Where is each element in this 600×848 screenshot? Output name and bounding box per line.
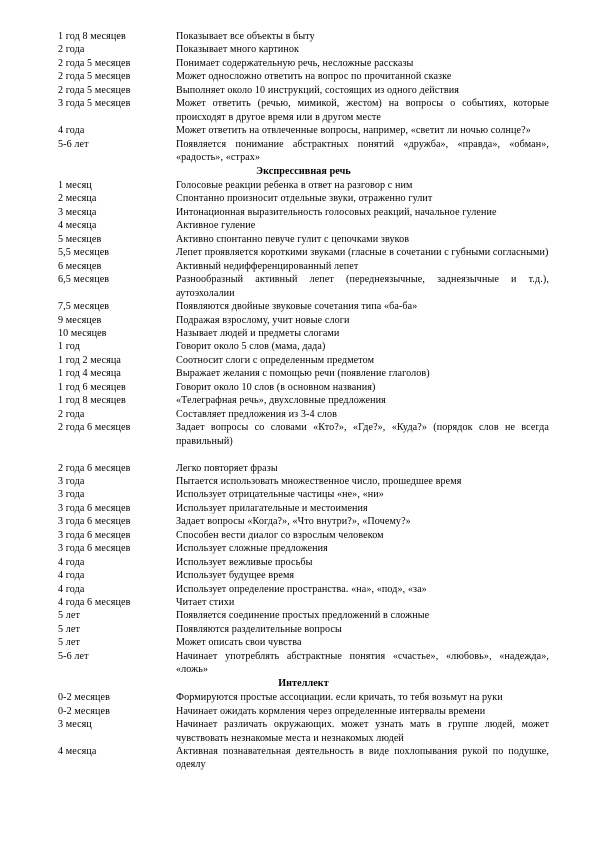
- age-cell: 1 год 6 месяцев: [58, 381, 126, 393]
- description-cell: Активное гуление: [176, 220, 256, 232]
- description-cell: Начинает различать окружающих. может узнать мать в группе людей, может чувствовать незнакомые места и незнакомых людей: [176, 719, 549, 744]
- table-row: [58, 124, 549, 137]
- age-cell: 0-2 месяцев: [58, 705, 110, 717]
- age-cell: 2 года 5 месяцев: [58, 57, 131, 69]
- age-cell: 3 года 6 месяцев: [58, 502, 131, 514]
- age-cell: 3 месяц: [58, 719, 92, 731]
- description-cell: Может ответить на отвлеченные вопросы, например, «светит ли ночью солнце?»: [176, 125, 531, 137]
- table-row: [58, 583, 549, 596]
- table-row: [58, 206, 549, 219]
- age-cell: 1 год: [58, 341, 80, 353]
- description-cell: Задает вопросы «Когда?», «Что внутри?», «Почему?»: [176, 516, 411, 528]
- table-row: [58, 394, 549, 407]
- age-cell: 6,5 месяцев: [58, 274, 110, 286]
- description-cell: Выражает желания с помощью речи (появление глаголов): [176, 368, 430, 380]
- table-row: [58, 233, 549, 246]
- description-cell: Говорит около 10 слов (в основном названия): [176, 381, 376, 393]
- table-row: [58, 192, 549, 205]
- age-cell: 10 месяцев: [58, 327, 107, 339]
- description-cell: Активная познавательная деятельность в виде похлопывания рукой по подушке, одеялу: [176, 746, 549, 771]
- description-cell: Может описать свои чувства: [176, 637, 302, 649]
- table-row: [58, 745, 549, 772]
- age-cell: 6 месяцев: [58, 260, 102, 272]
- age-cell: 4 месяца: [58, 746, 97, 758]
- table-row: [58, 314, 549, 327]
- table-row: [58, 462, 549, 475]
- description-cell: Голосовые реакции ребенка в ответ на разговор с ним: [176, 179, 413, 191]
- table-row: [58, 569, 549, 582]
- age-cell: 1 год 2 месяца: [58, 354, 121, 366]
- table-row: [58, 57, 549, 70]
- description-cell: Соотносит слоги с определенным предметом: [176, 354, 375, 366]
- description-cell: Активный недифференцированный лепет: [176, 260, 359, 272]
- table-row: [58, 300, 549, 313]
- age-cell: 5 месяцев: [58, 233, 102, 245]
- description-cell: Спонтанно произносит отдельные звуки, отраженно гулит: [176, 193, 433, 205]
- table-row: [58, 246, 549, 259]
- age-cell: 2 года 6 месяцев: [58, 422, 131, 434]
- age-cell: 7,5 месяцев: [58, 301, 110, 313]
- description-cell: Способен вести диалог со взрослым человеком: [176, 529, 384, 541]
- table-row: [58, 650, 549, 677]
- table-row: [58, 718, 549, 745]
- table-row: [58, 502, 549, 515]
- age-cell: 4 года: [58, 125, 85, 137]
- table-row: [58, 475, 549, 488]
- description-cell: Начинает ожидать кормления через определенные интервалы времени: [176, 705, 486, 717]
- description-cell: Появляется понимание абстрактных понятий «дружба», «правда», «обман», «радость», «страх»: [176, 138, 549, 164]
- description-cell: Понимает содержательную речь, несложные рассказы: [176, 57, 414, 69]
- age-cell: 2 года: [58, 408, 85, 420]
- age-cell: 1 год 4 месяца: [58, 368, 121, 380]
- age-cell: 3 года 6 месяцев: [58, 516, 131, 528]
- age-cell: 5 лет: [58, 610, 81, 622]
- table-row: [58, 381, 549, 394]
- description-cell: Интонационная выразительность голосовых реакций, начальное гуление: [176, 206, 497, 218]
- age-cell: 1 год 8 месяцев: [58, 31, 126, 42]
- table-row: [58, 138, 549, 165]
- description-cell: Появляется соединение простых предложений в сложные: [176, 610, 430, 622]
- age-cell: 5-6 лет: [58, 650, 89, 662]
- section-title: Экспрессивная речь: [256, 166, 351, 178]
- table-row: [58, 43, 549, 56]
- table-row: [58, 97, 549, 124]
- age-cell: 3 года 6 месяцев: [58, 529, 131, 541]
- age-cell: 9 месяцев: [58, 314, 102, 326]
- section-title: Интеллект: [278, 678, 329, 690]
- table-row: [58, 354, 549, 367]
- table-body: [58, 30, 549, 772]
- age-cell: 3 года 6 месяцев: [58, 543, 131, 555]
- table-row: [58, 219, 549, 232]
- age-cell: 4 года 6 месяцев: [58, 597, 131, 609]
- description-cell: Легко повторяет фразы: [176, 462, 278, 474]
- description-cell: Лепет проявляется короткими звуками (гласные в сочетании с губными согласными): [176, 247, 549, 259]
- age-cell: 2 года 6 месяцев: [58, 462, 131, 474]
- age-cell: 2 года 5 месяцев: [58, 71, 131, 83]
- table-row: [58, 556, 549, 569]
- description-cell: Формируются простые ассоциации. если кричать, то тебя возьмут на руки: [176, 692, 503, 704]
- description-cell: Пытается использовать множественное число, прошедшее время: [176, 475, 462, 487]
- table-row: [58, 691, 549, 704]
- spacer-row: [58, 448, 549, 461]
- description-cell: Появляются разделительные вопросы: [176, 623, 342, 635]
- table-row: [58, 84, 549, 97]
- table-row: [58, 260, 549, 273]
- description-cell: Использует отрицательные частицы «не», «ни»: [176, 489, 384, 501]
- age-cell: 2 месяца: [58, 193, 97, 205]
- description-cell: Появляются двойные звуковые сочетания типа «ба-ба»: [176, 301, 418, 313]
- description-cell: Может односложно ответить на вопрос по прочитанной сказке: [176, 71, 452, 83]
- description-cell: Показывает много картинок: [176, 44, 299, 56]
- description-cell: Подражая взрослому, учит новые слоги: [176, 314, 350, 326]
- description-cell: Показывает все объекты в быту: [176, 31, 315, 42]
- age-cell: 3 года: [58, 489, 85, 501]
- age-cell: 3 года 5 месяцев: [58, 98, 131, 110]
- table-row: [58, 609, 549, 622]
- age-cell: 3 месяца: [58, 206, 97, 218]
- table-row: [58, 542, 549, 555]
- description-cell: «Телеграфная речь», двухсловные предложения: [176, 395, 386, 407]
- section-header-row: [58, 677, 549, 691]
- description-cell: Разнообразный активный лепет (переднеязычные, заднеязычные и т.д.), аутоэхолалии: [176, 274, 549, 299]
- description-cell: Использует сложные предложения: [176, 543, 328, 555]
- table-row: [58, 421, 549, 448]
- table-row: [58, 340, 549, 353]
- age-cell: 5-6 лет: [58, 138, 89, 150]
- spacer-cell: [58, 448, 549, 461]
- developmental-milestones-table: [58, 30, 549, 772]
- table-row: [58, 515, 549, 528]
- age-cell: 5 лет: [58, 637, 81, 649]
- age-cell: 4 месяца: [58, 220, 97, 232]
- table-row: [58, 596, 549, 609]
- description-cell: Начинает употреблять абстрактные понятия «счастье», «любовь», «надежда», «ложь»: [176, 650, 549, 676]
- section-header-row: [58, 165, 549, 179]
- age-cell: 5,5 месяцев: [58, 247, 110, 259]
- description-cell: Задает вопросы со словами «Кто?», «Где?», «Куда?» (порядок слов не всегда правильный): [176, 422, 549, 447]
- age-cell: 5 лет: [58, 623, 81, 635]
- table-row: [58, 636, 549, 649]
- description-cell: Использует вежливые просьбы: [176, 556, 313, 568]
- table-row: [58, 30, 549, 43]
- table-row: [58, 623, 549, 636]
- description-cell: Говорит около 5 слов (мама, дада): [176, 341, 326, 353]
- age-cell: 3 года: [58, 475, 85, 487]
- age-cell: 4 года: [58, 570, 85, 582]
- table-row: [58, 408, 549, 421]
- table-row: [58, 179, 549, 192]
- description-cell: Использует будущее время: [176, 570, 295, 582]
- description-cell: Составляет предложения из 3-4 слов: [176, 408, 337, 420]
- table-row: [58, 327, 549, 340]
- table-row: [58, 529, 549, 542]
- table-row: [58, 367, 549, 380]
- description-cell: Использует прилагательные и местоимения: [176, 502, 368, 514]
- table-row: [58, 273, 549, 300]
- description-cell: Может ответить (речью, мимикой, жестом) на вопросы о событиях, которые происходят в другое время или в другом месте: [176, 98, 549, 123]
- age-cell: 0-2 месяцев: [58, 692, 110, 704]
- table-row: [58, 488, 549, 501]
- age-cell: 4 года: [58, 556, 85, 568]
- table-row: [58, 705, 549, 718]
- age-cell: 1 месяц: [58, 179, 92, 191]
- table-row: [58, 70, 549, 83]
- description-cell: Использует определение пространства. «на», «под», «за»: [176, 583, 427, 595]
- age-cell: 1 год 8 месяцев: [58, 395, 126, 407]
- description-cell: Называет людей и предметы слогами: [176, 327, 340, 339]
- age-cell: 2 года: [58, 44, 85, 56]
- description-cell: Активно спонтанно певуче гулит с цепочками звуков: [176, 233, 410, 245]
- description-cell: Читает стихи: [176, 597, 235, 609]
- age-cell: 2 года 5 месяцев: [58, 84, 131, 96]
- description-cell: Выполняет около 10 инструкций, состоящих из одного действия: [176, 84, 460, 96]
- age-cell: 4 года: [58, 583, 85, 595]
